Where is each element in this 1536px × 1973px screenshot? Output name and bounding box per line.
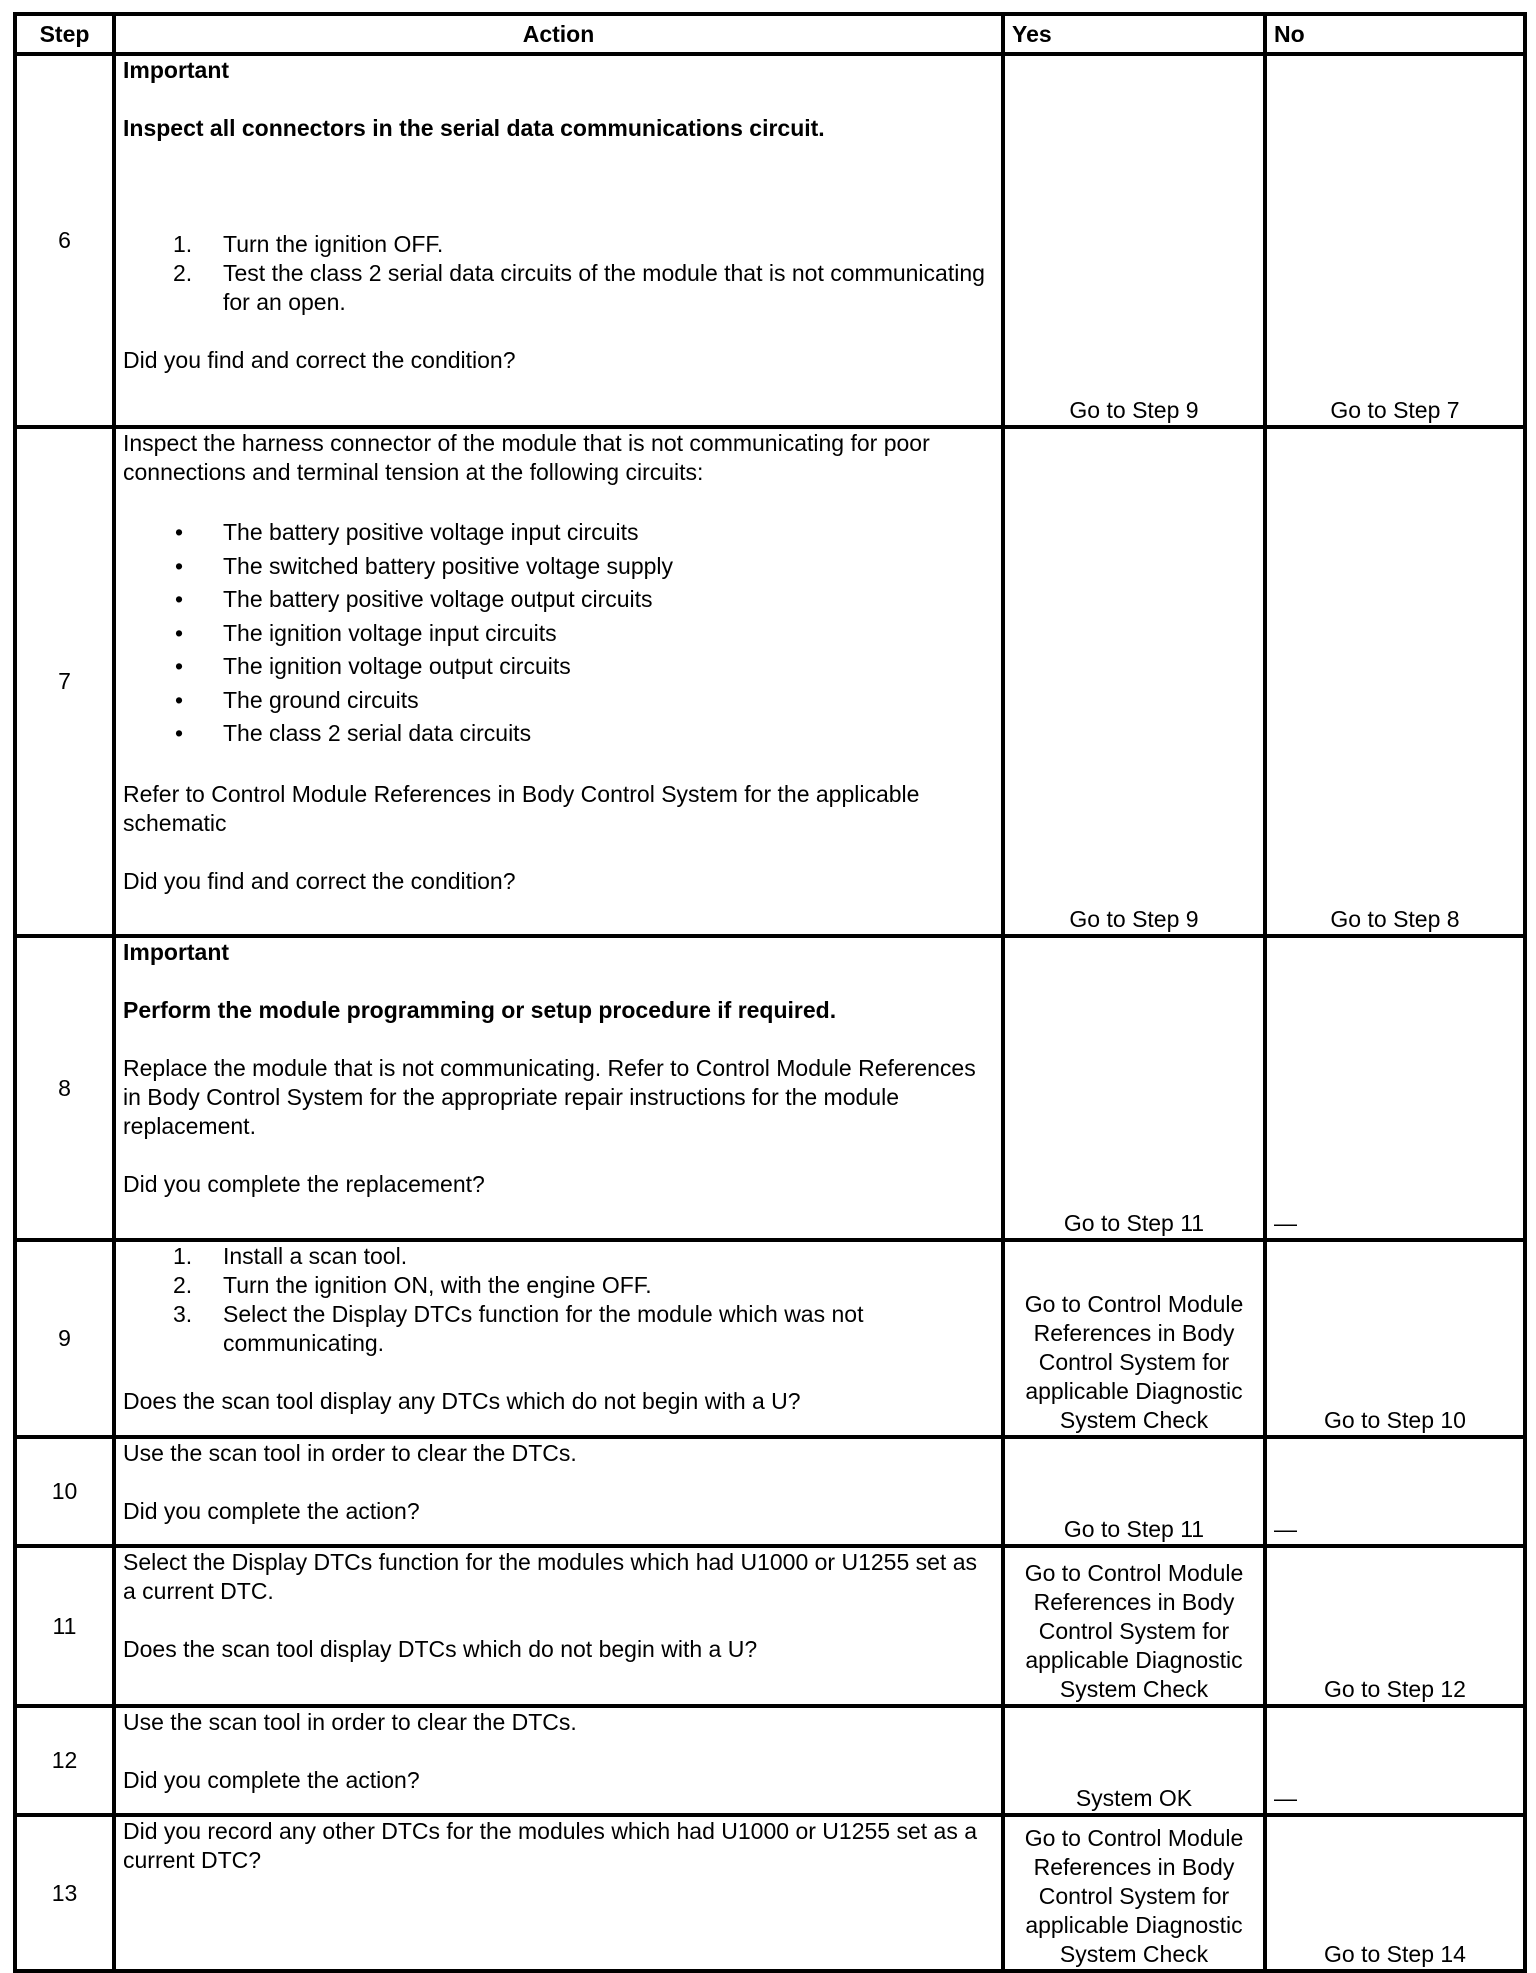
table-row xyxy=(15,1240,1525,1437)
list-item: • The ignition voltage output circuits xyxy=(175,653,571,679)
body-text: Use the scan tool in order to clear the DTCs. xyxy=(123,1440,577,1466)
action-cell xyxy=(114,1815,1003,1971)
table-row xyxy=(15,1706,1525,1815)
list-item: 2. Test the class 2 serial data circuits of the module that is not communicating for an open. xyxy=(173,260,985,315)
question-text: Did you complete the action? xyxy=(123,1767,420,1793)
step-number: 13 xyxy=(15,1815,114,1971)
step-number: 8 xyxy=(15,936,114,1240)
list-item: • The battery positive voltage input circuits xyxy=(175,519,639,545)
question-text: Did you find and correct the condition? xyxy=(123,867,516,894)
body-text: Replace the module that is not communicating. Refer to Control Module References in Body Control System for the appropriate repair instructions for the module replacement. xyxy=(123,1055,976,1139)
yes-cell: Go to Step 9 xyxy=(1003,54,1265,427)
yes-cell: System OK xyxy=(1003,1706,1265,1815)
list-item: • The class 2 serial data circuits xyxy=(175,720,532,746)
refer-text: Refer to Control Module References in Body Control System for the applicable schematic xyxy=(123,780,920,836)
step-number: 9 xyxy=(15,1240,114,1437)
no-cell: Go to Step 8 xyxy=(1265,427,1525,936)
diagnostic-table xyxy=(13,12,1527,1973)
question-text: Did you complete the replacement? xyxy=(123,1171,485,1197)
list-item: • The ground circuits xyxy=(175,686,419,713)
list-item: 1. Turn the ignition OFF. xyxy=(173,231,444,257)
list-item: 3. Select the Display DTCs function for the module which was not communicating. xyxy=(173,1301,864,1356)
yes-cell: Go to Step 11 xyxy=(1003,936,1265,1240)
step-number: 12 xyxy=(15,1706,114,1815)
list-item: • The switched battery positive voltage supply xyxy=(175,552,674,579)
table-row xyxy=(15,427,1525,936)
step-number: 10 xyxy=(15,1437,114,1546)
action-cell xyxy=(114,427,1003,936)
yes-cell: Go to Step 11 xyxy=(1003,1437,1265,1546)
yes-cell: Go to Control Module References in Body Control System for applicable Diagnostic System Check xyxy=(1003,1815,1265,1971)
question-text: Did you complete the action? xyxy=(123,1498,420,1524)
no-cell: Go to Step 14 xyxy=(1265,1815,1525,1971)
step-number: 6 xyxy=(15,54,114,427)
important-label: Important xyxy=(123,939,230,965)
bullet-list xyxy=(123,516,994,751)
intro-text: Inspect the harness connector of the module that is not communicating for poor connections and terminal tension at the following circuits: xyxy=(123,430,930,485)
numbered-list xyxy=(123,230,994,317)
body-text: Use the scan tool in order to clear the DTCs. xyxy=(123,1709,577,1735)
header-row xyxy=(15,14,1525,54)
step-number: 11 xyxy=(15,1546,114,1706)
header-yes: Yes xyxy=(1003,14,1265,54)
table-row xyxy=(15,54,1525,427)
step-number: 7 xyxy=(15,427,114,936)
action-cell xyxy=(114,1706,1003,1815)
table-row xyxy=(15,1815,1525,1971)
no-cell: — xyxy=(1265,1706,1525,1815)
body-text: Did you record any other DTCs for the modules which had U1000 or U1255 set as a current DTC? xyxy=(123,1818,977,1873)
table-row xyxy=(15,1546,1525,1706)
no-cell: Go to Step 12 xyxy=(1265,1546,1525,1706)
no-cell: Go to Step 10 xyxy=(1265,1240,1525,1437)
list-item: 2. Turn the ignition ON, with the engine OFF. xyxy=(173,1272,652,1298)
yes-cell: Go to Step 9 xyxy=(1003,427,1265,936)
no-cell: — xyxy=(1265,1437,1525,1546)
yes-cell: Go to Control Module References in Body Control System for applicable Diagnostic System Check xyxy=(1003,1240,1265,1437)
action-cell xyxy=(114,1437,1003,1546)
action-cell xyxy=(114,1546,1003,1706)
important-label: Important xyxy=(123,57,230,83)
table-row xyxy=(15,936,1525,1240)
table-row xyxy=(15,1437,1525,1546)
question-text: Does the scan tool display any DTCs which do not begin with a U? xyxy=(123,1388,801,1414)
list-item: • The ignition voltage input circuits xyxy=(175,619,557,646)
header-step: Step xyxy=(15,14,114,54)
question-text: Did you find and correct the condition? xyxy=(123,347,516,373)
no-cell: Go to Step 7 xyxy=(1265,54,1525,427)
numbered-list xyxy=(123,1242,994,1358)
important-note: Perform the module programming or setup procedure if required. xyxy=(123,997,837,1023)
action-cell xyxy=(114,1240,1003,1437)
list-item: 1. Install a scan tool. xyxy=(173,1243,408,1269)
action-cell xyxy=(114,936,1003,1240)
body-text: Select the Display DTCs function for the modules which had U1000 or U1255 set as a current DTC. xyxy=(123,1549,977,1604)
header-no: No xyxy=(1265,14,1525,54)
action-cell xyxy=(114,54,1003,427)
yes-cell: Go to Control Module References in Body Control System for applicable Diagnostic System Check xyxy=(1003,1546,1265,1706)
no-cell: — xyxy=(1265,936,1525,1240)
header-action: Action xyxy=(114,14,1003,54)
question-text: Does the scan tool display DTCs which do not begin with a U? xyxy=(123,1636,758,1662)
important-note: Inspect all connectors in the serial data communications circuit. xyxy=(123,115,825,141)
list-item: • The battery positive voltage output circuits xyxy=(175,586,653,612)
